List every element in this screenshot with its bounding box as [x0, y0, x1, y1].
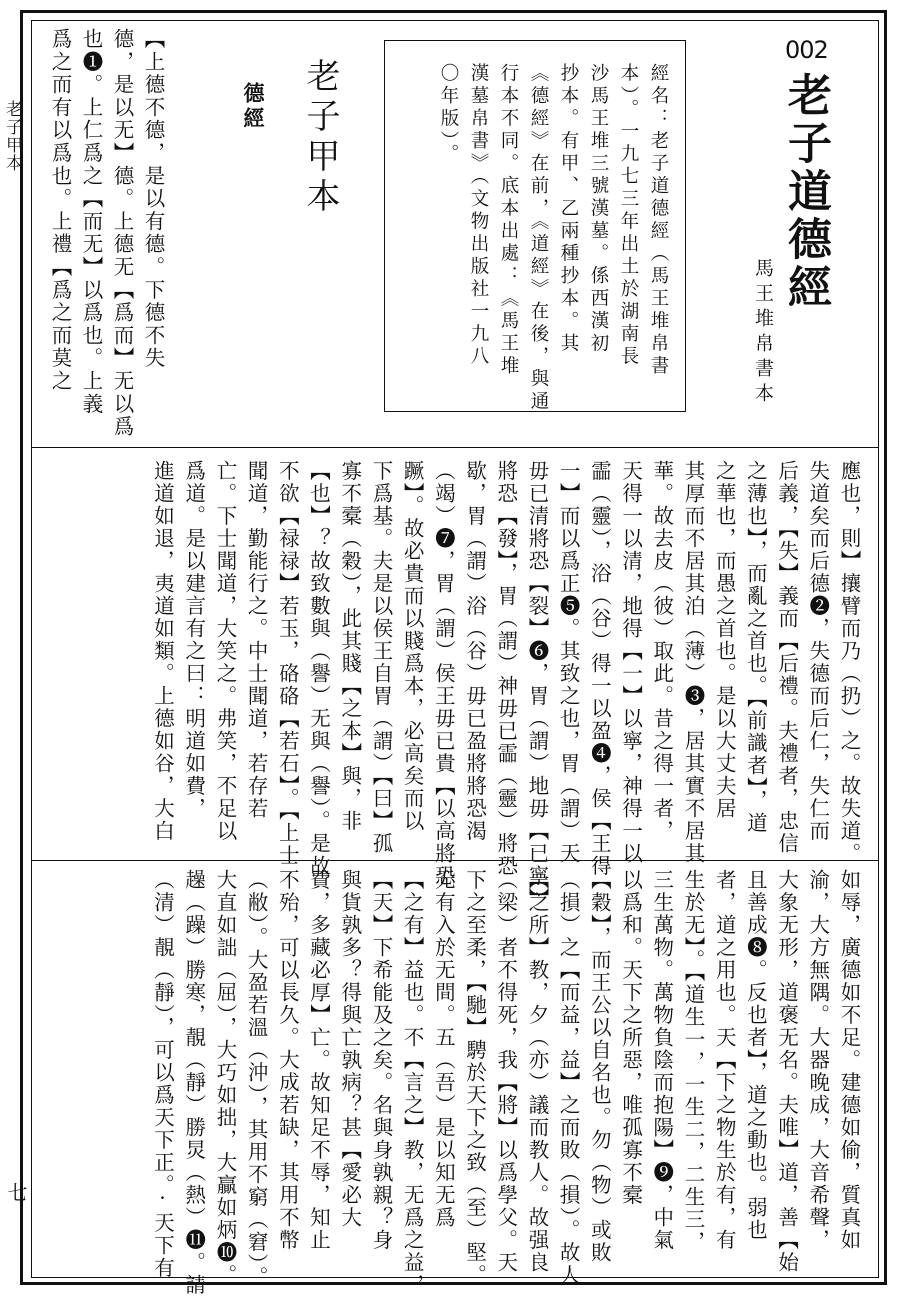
body-text-top [44, 28, 168, 443]
text-column: 下爲基。夫是以侯王自胃（謂）【曰】孤 [368, 460, 393, 855]
edition-note [433, 63, 673, 414]
note-line: 抄本。有甲、乙兩種抄本。其 [558, 63, 579, 356]
text-column: 大象无形，道褒无名。夫唯】道，善【始 [774, 869, 799, 1274]
text-column: 一】而以爲正❺。其致之也，胃（謂）天 [556, 460, 581, 865]
text-column: 將恐【發】，胃（謂）神毋已霝（靈）將恐 [493, 460, 518, 878]
text-column: 毋已清將恐【裂】❻，胃（謂）地毋【已寧】 [524, 460, 549, 910]
text-column: 以爲和。天下之所惡，唯孤寡不槖 [618, 869, 643, 1207]
text-column: 寡不槖（穀），此其賤【之本】與，非 [337, 460, 362, 833]
note-line: 漢墓帛書》（文物出版社一九八 [468, 63, 489, 369]
text-column: 進道如退，夷道如類。上德如谷，大白 [150, 460, 175, 843]
text-column: （敝）。大盈若溫（沖），其用不窮（窘）。 [244, 869, 269, 1289]
text-column: 【也】？故致數與（譽）无與（譽）。是故 [306, 460, 331, 878]
edition-note-box [384, 40, 686, 412]
book-title: 老子道德經 [780, 72, 831, 312]
section-divider-upper [31, 447, 879, 448]
text-column: 不殆，可以長久。大成若缺，其用不幣 [275, 869, 300, 1252]
text-column: 應也，則】攘臂而乃（扔）之。故失道。 [837, 460, 861, 865]
page-number: 七 [4, 1182, 28, 1202]
text-column: 亡。下士聞道，大笑之。弗笑，不足以 [212, 460, 237, 843]
text-column: 聞道，勤能行之。中士聞道，若存若 [244, 460, 269, 820]
text-column: 霝（靈），浴（谷）得一以盈❹，侯【王得 [587, 460, 612, 878]
text-column: 與貨孰多？得與亡孰病？甚【愛必大 [337, 869, 362, 1229]
body-text-bottom [146, 869, 864, 1297]
text-column: 爲之而有以爲也。上禮【爲之而莫之 [48, 28, 72, 393]
text-column: 之華也，而愚之首也。是以大丈夫居 [712, 460, 737, 820]
text-column: 【天】下希能及之矣。名與身孰親？身 [368, 869, 393, 1252]
text-column: 不欲【禄禄】若玉，硌硌【若石】。【上士 [275, 460, 300, 867]
text-column: 其厚而不居其泊（薄）❸，居其實不居其 [680, 460, 705, 865]
text-column: 【之所】教，夕（亦）議而教人。故强良 [524, 869, 549, 1274]
text-column: 趮（躁）勝寒，靚（靜）勝炅（熱）⓫。請 [181, 869, 206, 1297]
text-column: 德，是以无】德。上德无【爲而】无以爲 [110, 28, 134, 439]
text-column: 【穀】，而王公以自名也。勿（物）或敗 [587, 869, 612, 1264]
text-column: 且善成❽。反也者】，道之動也。弱也 [743, 869, 768, 1242]
text-column: 后義，【失】義而【后禮。夫禮者，忠信 [774, 460, 799, 855]
text-column: 爲道。是以建言有之曰：明道如費， [181, 460, 206, 820]
text-column: 者，道之用也。天【下之物生於有，有 [712, 869, 737, 1252]
text-column: （竭）❼，胃（謂）侯王毋已貴【以高將恐 [431, 460, 456, 888]
text-column: 渝，大方無隅。大器晚成，大音希聲， [805, 869, 830, 1252]
note-line: 本）。一九七三年出土於湖南長 [618, 63, 639, 369]
book-number: 002 [785, 36, 828, 64]
running-head: 老子甲本 [2, 100, 22, 172]
text-column: 如辱，廣德如不足。建德如偷，質真如 [837, 869, 861, 1252]
text-column: 之薄也】，而亂之首也。【前識者】，道 [743, 460, 768, 835]
text-column: 也❶。上仁爲之【而无】以爲也。上義 [79, 28, 103, 416]
text-column: 下之至柔，【馳】騁於天下之致（至）堅。 [462, 869, 487, 1287]
note-line: 經名：老子道德經（馬王堆帛書 [648, 63, 669, 378]
text-column: 无有入於无間。五（吾）是以知无爲 [431, 869, 456, 1229]
note-line: 《德經》在前，《道經》在後，與通 [528, 63, 549, 414]
book-subtitle: 馬王堆帛書本 [752, 258, 774, 408]
section-label: 德經 [241, 82, 266, 132]
note-line: 行本不同。底本出處：《馬王堆 [498, 63, 519, 378]
text-column: 三生萬物。萬物負陰而抱陽】❾，中氣 [649, 869, 674, 1252]
text-column: 生於无】。【道生一，一生二，二生三， [680, 869, 705, 1254]
text-column: 天得一以清，地得【一】以寧，神得一以 [618, 460, 643, 865]
text-column: 【之有】益也。不【言之】教，无爲之益， [400, 869, 425, 1297]
text-column: （損）之【而益，益】之而敗（損）。故人 [556, 869, 581, 1287]
text-column: 【上德不德，是以有德。下德不失 [141, 28, 165, 370]
text-title: 老子甲本 [300, 58, 340, 218]
note-line: 沙馬王堆三號漢墓。係西漢初 [588, 63, 609, 356]
text-column: 失道矣而后德❷，失德而后仁，失仁而 [805, 460, 830, 843]
text-column: （清）靚（靜），可以爲天下正。·天下有 [150, 869, 175, 1280]
section-divider-lower [31, 860, 879, 861]
text-column: 大直如詘（屈），大巧如拙，大贏如炳❿。 [212, 869, 237, 1287]
body-text-middle [146, 460, 864, 910]
text-column: （梁）者不得死，我【將】以爲學父。天 [493, 869, 518, 1274]
text-column: 華。故去皮（彼）取此。昔之得一者， [649, 460, 674, 843]
text-column: 蹶】。故必貴而以賤爲本，必高矣而以 [400, 460, 425, 833]
text-column: 歇，胃（謂）浴（谷）毋已盈將將恐渴 [462, 460, 487, 843]
text-column: 費，多藏必厚】亡。故知足不辱，知止 [306, 869, 331, 1252]
note-line: 〇年版）。 [438, 63, 459, 167]
